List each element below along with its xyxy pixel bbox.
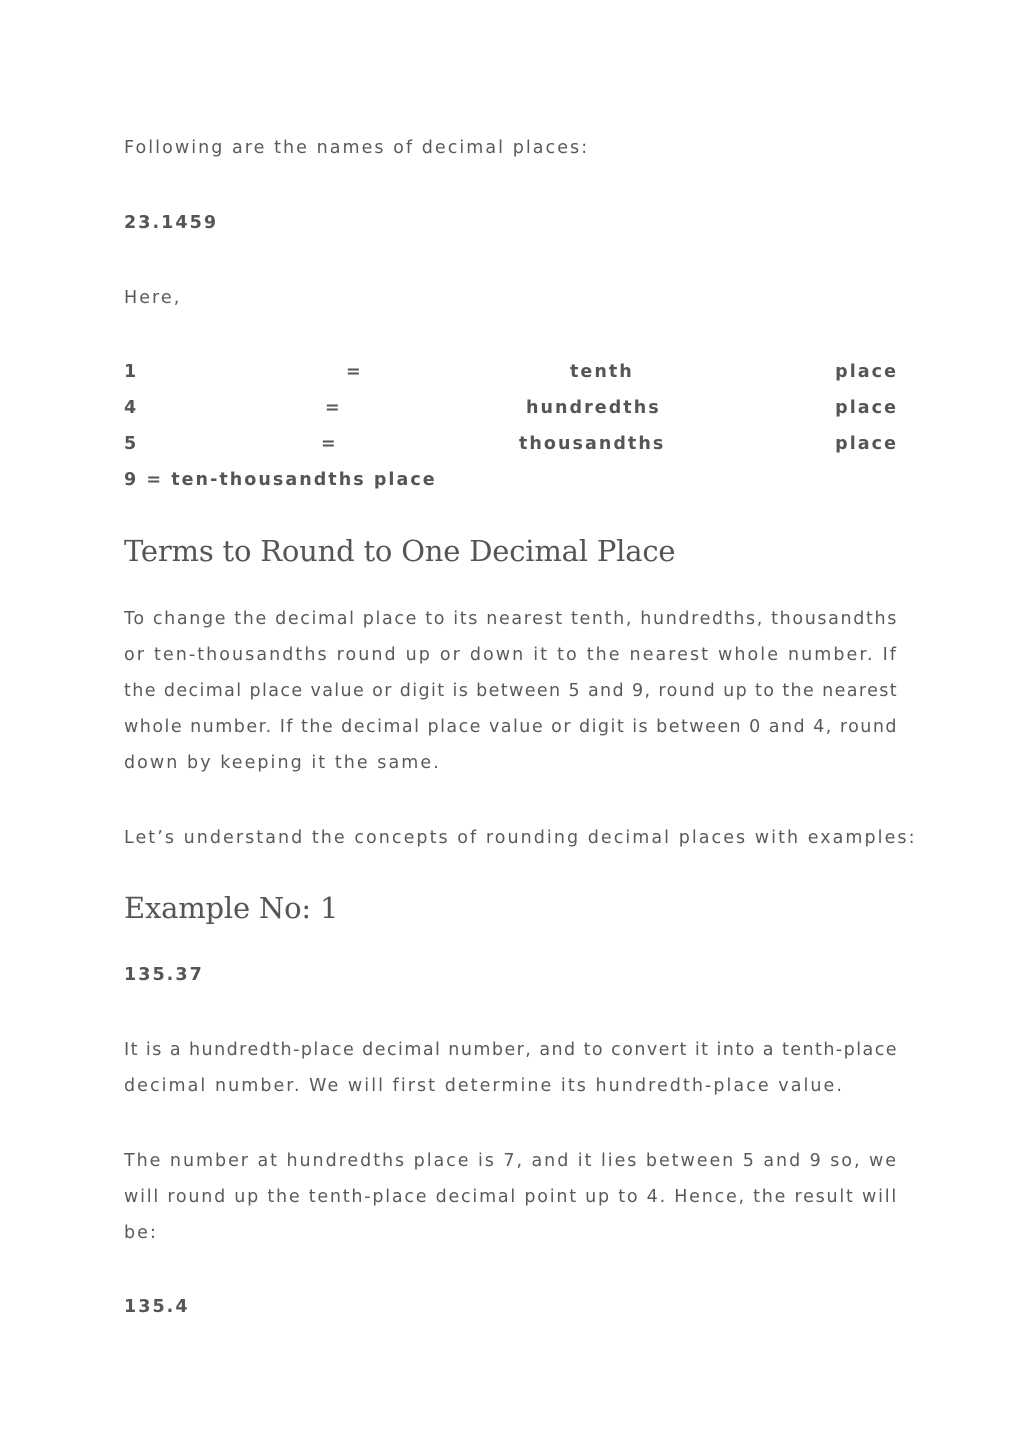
- paragraph-line: It is a hundredth-place decimal number, and to convert it into a tenth-place: [124, 1040, 898, 1060]
- paragraph-line: The number at hundredths place is 7, and it lies between 5 and 9 so, we: [124, 1151, 898, 1171]
- heading-example: Example No: 1: [124, 891, 339, 925]
- place-row-hundredths: [124, 390, 898, 426]
- last-place-row: 9 = ten-thousandths place: [124, 470, 437, 490]
- paragraph-line: or ten-thousandths round up or down it to the nearest whole number. If: [124, 645, 898, 665]
- place-row-thousandths: [124, 426, 898, 462]
- number-example: 23.1459: [124, 213, 219, 233]
- here-label: Here,: [124, 288, 182, 308]
- intro-text: Following are the names of decimal places:: [124, 138, 590, 158]
- heading-terms: Terms to Round to One Decimal Place: [124, 534, 676, 568]
- example-paragraph-2: [124, 1143, 898, 1251]
- place-equals: =: [346, 362, 363, 382]
- place-digit: 5: [124, 434, 139, 454]
- place-equals: =: [321, 434, 338, 454]
- place-equals: =: [325, 398, 342, 418]
- place-suffix: place: [835, 434, 898, 454]
- place-name: hundredths: [526, 398, 661, 418]
- paragraph-line: will round up the tenth-place decimal point up to 4. Hence, the result will: [124, 1187, 898, 1207]
- place-digit: 4: [124, 398, 139, 418]
- result-number: 135.4: [124, 1297, 190, 1317]
- paragraph-line: whole number. If the decimal place value or digit is between 0 and 4, round: [124, 717, 898, 737]
- place-row-tenth: [124, 354, 898, 390]
- place-name: tenth: [570, 362, 634, 382]
- place-digit: 1: [124, 362, 139, 382]
- place-suffix: place: [835, 362, 898, 382]
- paragraph-line: decimal number. We will first determine its hundredth-place value.: [124, 1076, 844, 1096]
- example-number: 135.37: [124, 965, 204, 985]
- example-paragraph-1: [124, 1032, 898, 1104]
- understand-line: Let’s understand the concepts of rounding decimal places with examples:: [124, 828, 917, 848]
- paragraph-line: be:: [124, 1223, 158, 1243]
- paragraph-line: down by keeping it the same.: [124, 753, 441, 773]
- place-name: thousandths: [519, 434, 666, 454]
- terms-paragraph: [124, 601, 898, 781]
- paragraph-line: the decimal place value or digit is between 5 and 9, round up to the nearest: [124, 681, 898, 701]
- place-suffix: place: [835, 398, 898, 418]
- paragraph-line: To change the decimal place to its nearest tenth, hundredths, thousandths: [124, 609, 898, 629]
